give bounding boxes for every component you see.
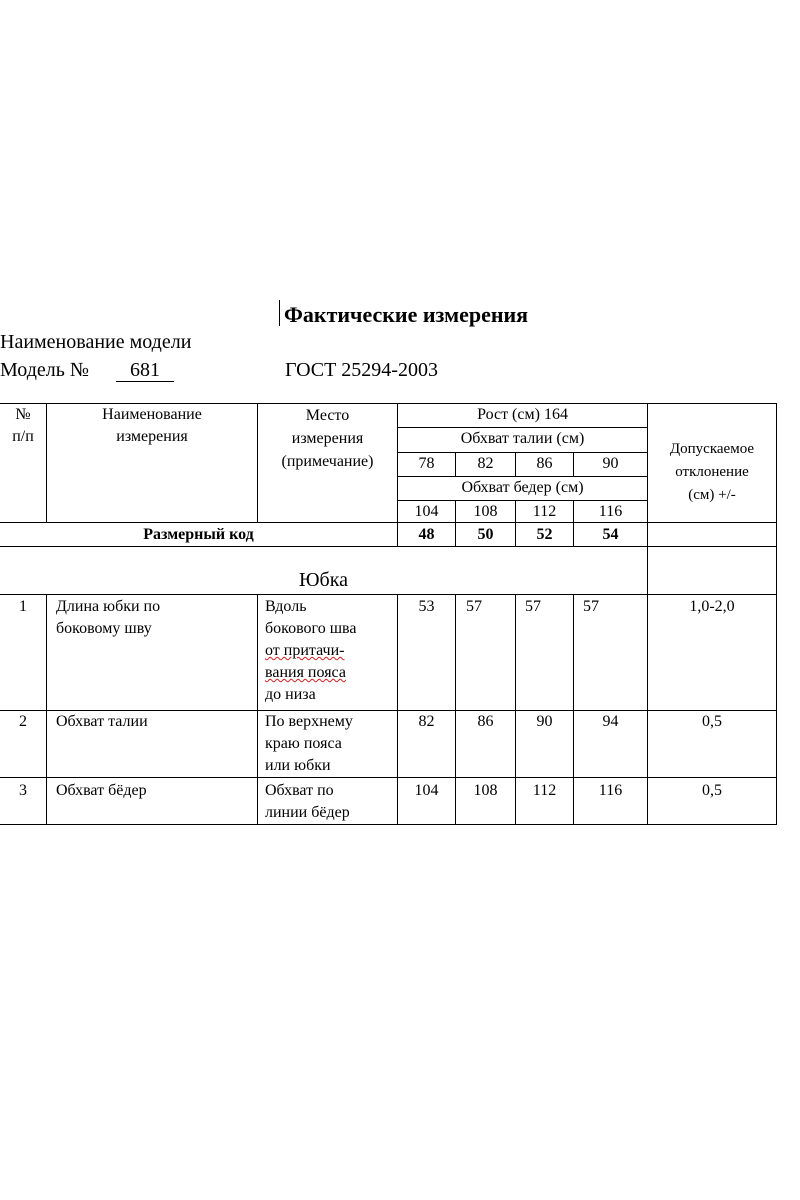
row-value: 112 [532, 782, 557, 799]
place-line: линии бёдер [265, 804, 350, 821]
model-name-label: Наименование модели [0, 331, 192, 353]
row-num: 2 [19, 713, 27, 730]
table-border-right [776, 403, 777, 825]
row-value: 57 [466, 598, 482, 615]
hip-value: 112 [532, 503, 557, 520]
col-line [257, 594, 258, 825]
place-line: Обхват по [265, 782, 334, 799]
row-tolerance: 0,5 [702, 782, 722, 799]
model-number-label: Модель № [0, 359, 89, 381]
row-value: 53 [418, 598, 435, 615]
row-line [0, 594, 777, 595]
row-line [0, 522, 777, 523]
row-name: Длина юбки по боковому шву [56, 598, 161, 637]
row-place [265, 711, 395, 777]
hip-value: 104 [414, 503, 439, 520]
standard-label: ГОСТ 25294-2003 [285, 359, 438, 381]
waist-value: 82 [477, 455, 494, 472]
row-place [265, 780, 395, 824]
waist-value: 78 [418, 455, 435, 472]
document-title: Фактические измерения [284, 302, 529, 327]
size-code-label: Размерный код [143, 526, 254, 543]
header-place: Место измерения (примечание) [281, 407, 374, 470]
row-value: 108 [473, 782, 498, 799]
header-hips: Обхват бедер (см) [461, 479, 584, 496]
size-code: 52 [536, 526, 553, 543]
col-line [46, 594, 47, 825]
header-name: Наименование измерения [102, 406, 202, 445]
row-line [0, 777, 777, 778]
hip-value: 108 [473, 503, 498, 520]
hip-value: 116 [598, 503, 623, 520]
header-num: № п/п [12, 406, 34, 445]
header-height: Рост (см) 164 [477, 406, 568, 423]
row-num: 1 [19, 598, 27, 615]
waist-value: 86 [536, 455, 553, 472]
row-place [265, 596, 395, 706]
place-line: вания пояса [265, 664, 346, 681]
row-tolerance: 1,0-2,0 [689, 598, 735, 615]
row-name: Обхват талии [56, 713, 148, 730]
size-code: 48 [418, 526, 435, 543]
size-code: 54 [602, 526, 619, 543]
row-value: 116 [598, 782, 623, 799]
row-tolerance: 0,5 [702, 713, 722, 730]
place-line: бокового шва [265, 620, 357, 637]
row-value: 94 [602, 713, 619, 730]
section-title: Юбка [298, 569, 349, 591]
place-line: По верхнему [265, 713, 353, 730]
place-line: до низа [265, 686, 316, 703]
row-value: 90 [536, 713, 553, 730]
place-line: Вдоль [265, 598, 307, 615]
row-line [0, 546, 777, 547]
header-waist: Обхват талии (см) [460, 430, 585, 447]
row-num: 3 [19, 782, 27, 799]
row-value: 104 [414, 782, 439, 799]
row-value: 57 [525, 598, 541, 615]
text-cursor [279, 300, 280, 326]
row-value: 57 [583, 598, 599, 615]
size-code: 50 [477, 526, 494, 543]
header-tolerance: Допускаемое отклонение (см) +/- [669, 441, 755, 503]
table-border-bottom [0, 824, 777, 825]
row-value: 82 [418, 713, 435, 730]
row-value: 86 [477, 713, 494, 730]
row-name: Обхват бёдер [56, 782, 147, 799]
place-line: краю пояса [265, 735, 342, 752]
model-number: 681 [116, 359, 174, 382]
place-line: или юбки [265, 757, 331, 774]
waist-value: 90 [602, 455, 619, 472]
place-line: от притачи- [265, 642, 345, 659]
